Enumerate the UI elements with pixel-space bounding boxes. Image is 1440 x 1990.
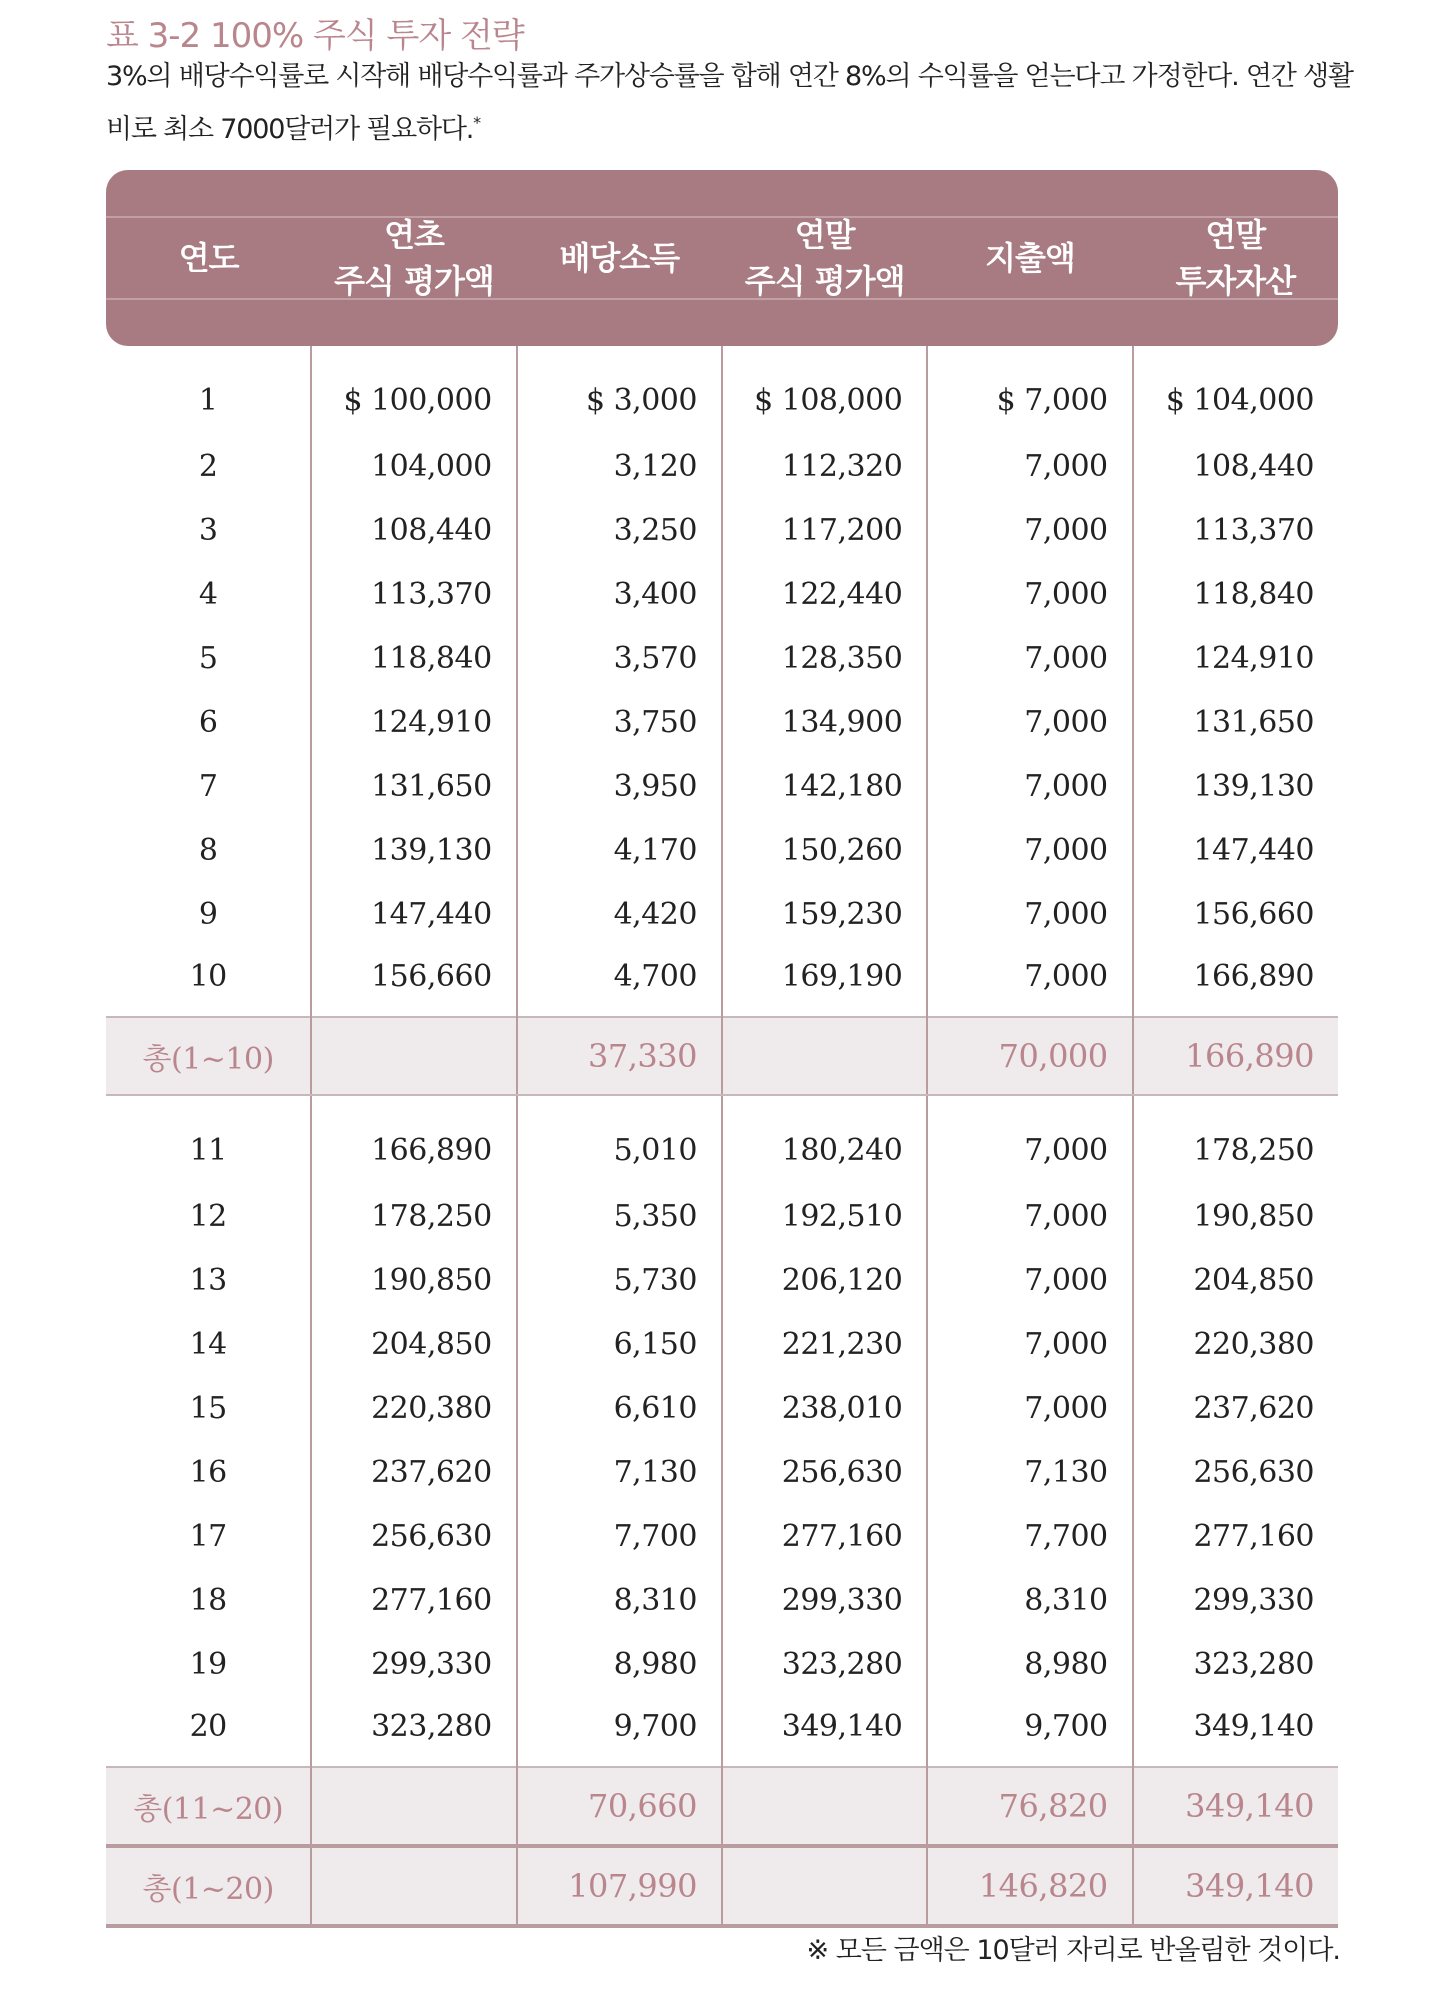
table-cell: 124,910 — [311, 690, 516, 754]
table-cell: 190,850 — [311, 1248, 516, 1312]
table-cell: 7,700 — [927, 1504, 1132, 1568]
table-cell: 277,160 — [1133, 1504, 1338, 1568]
table-cell — [722, 1767, 927, 1846]
table-title: 표 3-2 100% 주식 투자 전략 — [106, 16, 524, 56]
table-cell: 150,260 — [722, 818, 927, 882]
table-cell — [722, 1017, 927, 1095]
table-cell: 256,630 — [722, 1440, 927, 1504]
table-cell: 122,440 — [722, 562, 927, 626]
table-cell: 7,000 — [927, 882, 1132, 946]
table-cell: 13 — [189, 1262, 227, 1298]
table-cell: 4,420 — [517, 882, 722, 946]
table-cell: 134,900 — [722, 690, 927, 754]
table-cell: 5,010 — [517, 1095, 722, 1184]
total-row-1-10 — [106, 1017, 1338, 1095]
table-cell: $ 3,000 — [517, 346, 722, 434]
table-cell: 총(11~20) — [106, 1767, 311, 1846]
table-cell: 7,000 — [927, 1184, 1132, 1248]
table-cell: 349,140 — [1133, 1767, 1338, 1846]
table-cell: 131,650 — [311, 754, 516, 818]
table-cell: 3 — [198, 512, 218, 548]
table-row — [106, 498, 1338, 562]
table-cell: 142,180 — [722, 754, 927, 818]
table-cell: 156,660 — [311, 946, 516, 1017]
table-cell: 220,380 — [1133, 1312, 1338, 1376]
table-cell: 8,980 — [927, 1632, 1132, 1696]
table-cell: 178,250 — [311, 1184, 516, 1248]
table-cell: 7,000 — [927, 1376, 1132, 1440]
table-cell: 7,000 — [927, 562, 1132, 626]
table-cell: 107,990 — [517, 1846, 722, 1926]
table-cell: 37,330 — [517, 1017, 722, 1095]
table-cell: 5 — [198, 640, 218, 676]
table-cell: 7,000 — [927, 498, 1132, 562]
table-cell: 204,850 — [311, 1312, 516, 1376]
table-cell: 19 — [189, 1646, 227, 1682]
table-cell — [722, 1846, 927, 1926]
table-row — [106, 818, 1338, 882]
table-cell: 3,750 — [517, 690, 722, 754]
table-cell: 7,000 — [927, 434, 1132, 498]
table-cell: 7,000 — [927, 1248, 1132, 1312]
table-cell: 4,700 — [517, 946, 722, 1017]
table-cell: 147,440 — [1133, 818, 1338, 882]
table-cell: 104,000 — [311, 434, 516, 498]
table-cell: 7,700 — [517, 1504, 722, 1568]
table-cell: 190,850 — [1133, 1184, 1338, 1248]
table-cell: 3,570 — [517, 626, 722, 690]
table-cell: 299,330 — [311, 1632, 516, 1696]
table-cell: 8,310 — [517, 1568, 722, 1632]
table-cell: 323,280 — [722, 1632, 927, 1696]
table-cell: 139,130 — [1133, 754, 1338, 818]
table-cell: 299,330 — [1133, 1568, 1338, 1632]
table-cell: 159,230 — [722, 882, 927, 946]
table-cell: 70,660 — [517, 1767, 722, 1846]
table-cell: 108,440 — [1133, 434, 1338, 498]
table-cell: 70,000 — [927, 1017, 1132, 1095]
table-cell: 6,610 — [517, 1376, 722, 1440]
table-row — [106, 1696, 1338, 1767]
table-cell: 3,400 — [517, 562, 722, 626]
table-cell: 124,910 — [1133, 626, 1338, 690]
table-cell: 5,730 — [517, 1248, 722, 1312]
total-row-1-20 — [106, 1846, 1338, 1926]
table-cell: 7,000 — [927, 754, 1132, 818]
table-cell: 256,630 — [1133, 1440, 1338, 1504]
table-cell: 총(1~10) — [106, 1017, 311, 1095]
table-cell: 277,160 — [311, 1568, 516, 1632]
table-cell: 323,280 — [1133, 1632, 1338, 1696]
table-row — [106, 690, 1338, 754]
table-cell: 7,000 — [927, 818, 1132, 882]
table-cell: 9,700 — [927, 1696, 1132, 1767]
table-cell: 178,250 — [1133, 1095, 1338, 1184]
table-cell: 7,000 — [927, 690, 1132, 754]
table-cell: 206,120 — [722, 1248, 927, 1312]
table-row — [106, 1095, 1338, 1184]
table-cell: 7,000 — [927, 626, 1132, 690]
table-cell: 8,310 — [927, 1568, 1132, 1632]
table-cell: 7,130 — [927, 1440, 1132, 1504]
table-cell: 113,370 — [311, 562, 516, 626]
table-row — [106, 1376, 1338, 1440]
table-header — [106, 170, 1338, 346]
table-cell: $ 7,000 — [927, 346, 1132, 434]
table-row — [106, 346, 1338, 434]
table-cell: 277,160 — [722, 1504, 927, 1568]
table-cell: 17 — [189, 1518, 227, 1554]
table-cell: 76,820 — [927, 1767, 1132, 1846]
table-cell: 12 — [189, 1198, 227, 1234]
table-cell: 118,840 — [1133, 562, 1338, 626]
investment-table — [106, 170, 1338, 1928]
table-cell: $ 104,000 — [1133, 346, 1338, 434]
table-cell: 117,200 — [722, 498, 927, 562]
table-cell: 3,120 — [517, 434, 722, 498]
header-expenditure: 지출액 — [985, 239, 1075, 277]
table-cell: 220,380 — [311, 1376, 516, 1440]
table-cell: 10 — [189, 958, 227, 994]
table-cell: 238,010 — [722, 1376, 927, 1440]
table-cell: 112,320 — [722, 434, 927, 498]
table-row — [106, 434, 1338, 498]
table-cell: 9 — [198, 896, 218, 932]
table-row — [106, 1632, 1338, 1696]
table-row — [106, 1248, 1338, 1312]
table-cell: 146,820 — [927, 1846, 1132, 1926]
table-cell: 4 — [198, 576, 218, 612]
table-cell: 323,280 — [311, 1696, 516, 1767]
table-cell: 166,890 — [311, 1095, 516, 1184]
description-text: 3%의 배당수익률로 시작해 배당수익률과 주가상승률을 합해 연간 8%의 수익률을 얻는다고 가정한다. 연간 생활비로 최소 7000달러가 필요하다. — [106, 61, 1353, 145]
table-cell — [311, 1767, 516, 1846]
table-cell: 3,950 — [517, 754, 722, 818]
table-cell: 192,510 — [722, 1184, 927, 1248]
table-cell: 237,620 — [311, 1440, 516, 1504]
table-row — [106, 1504, 1338, 1568]
table-cell: 1 — [198, 382, 218, 418]
table-cell: 9,700 — [517, 1696, 722, 1767]
table-cell: 180,240 — [722, 1095, 927, 1184]
table-row — [106, 754, 1338, 818]
table-row — [106, 562, 1338, 626]
table-cell: 7,130 — [517, 1440, 722, 1504]
table-cell: 11 — [189, 1132, 227, 1168]
table-cell: 7,000 — [927, 1312, 1132, 1376]
table-cell: $ 100,000 — [311, 346, 516, 434]
table-cell: 204,850 — [1133, 1248, 1338, 1312]
table-cell: 147,440 — [311, 882, 516, 946]
table-cell: 16 — [189, 1454, 227, 1490]
table-row — [106, 882, 1338, 946]
table-row — [106, 1568, 1338, 1632]
table-cell: $ 108,000 — [722, 346, 927, 434]
table-cell: 166,890 — [1133, 946, 1338, 1017]
table-cell: 221,230 — [722, 1312, 927, 1376]
table-row — [106, 1312, 1338, 1376]
table-cell: 총(1~20) — [106, 1846, 311, 1926]
table-cell: 2 — [198, 448, 218, 484]
table-cell — [311, 1846, 516, 1926]
table-body — [106, 346, 1338, 1928]
table-cell: 14 — [189, 1326, 227, 1362]
table-cell: 118,840 — [311, 626, 516, 690]
table-cell: 256,630 — [311, 1504, 516, 1568]
table-cell: 113,370 — [1133, 498, 1338, 562]
table-cell: 6,150 — [517, 1312, 722, 1376]
table-cell: 237,620 — [1133, 1376, 1338, 1440]
header-end-stock-value: 연말 주식 평가액 — [744, 216, 905, 300]
table-row — [106, 1440, 1338, 1504]
table-cell: 8 — [198, 832, 218, 868]
table-cell: 7 — [198, 768, 218, 804]
table-cell: 3,250 — [517, 498, 722, 562]
table-cell: 131,650 — [1133, 690, 1338, 754]
table-cell: 299,330 — [722, 1568, 927, 1632]
table-row — [106, 946, 1338, 1017]
table-cell: 169,190 — [722, 946, 927, 1017]
header-end-assets: 연말 투자자산 — [1175, 216, 1296, 300]
table-cell: 166,890 — [1133, 1017, 1338, 1095]
table-cell: 349,140 — [722, 1696, 927, 1767]
header-dividend-income: 배당소득 — [559, 239, 680, 277]
table-row — [106, 626, 1338, 690]
table-cell — [311, 1017, 516, 1095]
table-cell: 15 — [189, 1390, 227, 1426]
table-cell: 8,980 — [517, 1632, 722, 1696]
total-row-11-20 — [106, 1767, 1338, 1846]
table-cell: 349,140 — [1133, 1696, 1338, 1767]
table-cell: 5,350 — [517, 1184, 722, 1248]
table-cell: 156,660 — [1133, 882, 1338, 946]
table-cell: 4,170 — [517, 818, 722, 882]
table-cell: 6 — [198, 704, 218, 740]
footnote: ※ 모든 금액은 10달러 자리로 반올림한 것이다. — [806, 1935, 1340, 1966]
table-cell: 20 — [189, 1708, 227, 1744]
table-cell: 349,140 — [1133, 1846, 1338, 1926]
description-footnote-mark: * — [473, 113, 480, 132]
table-cell: 128,350 — [722, 626, 927, 690]
table-cell: 18 — [189, 1582, 227, 1618]
table-cell: 108,440 — [311, 498, 516, 562]
header-year: 연도 — [178, 239, 239, 277]
table-cell: 139,130 — [311, 818, 516, 882]
table-cell: 7,000 — [927, 1095, 1132, 1184]
header-start-stock-value: 연초 주식 평가액 — [334, 216, 494, 300]
table-description — [106, 54, 1356, 153]
table-cell: 7,000 — [927, 946, 1132, 1017]
table-row — [106, 1184, 1338, 1248]
